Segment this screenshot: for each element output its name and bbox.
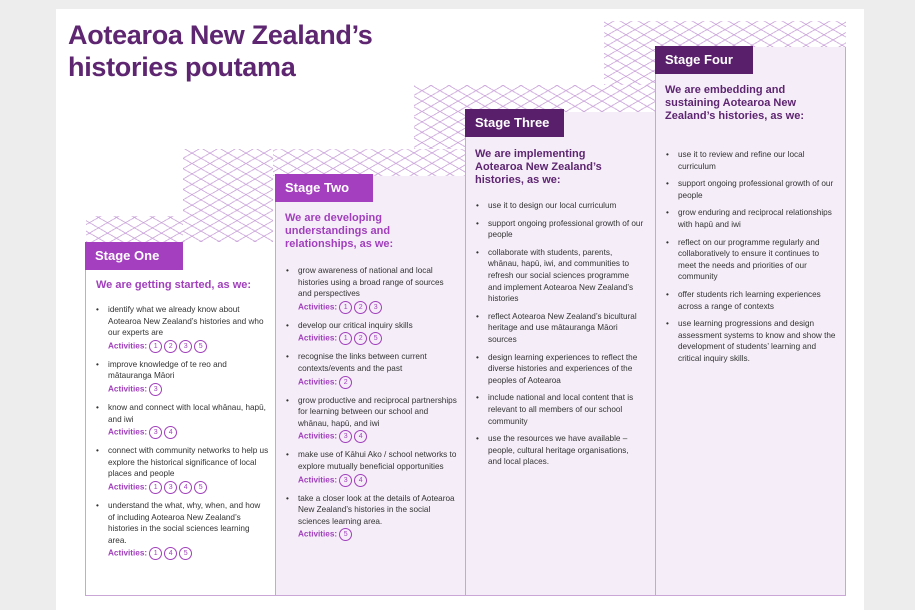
activity-number-badge: 2 <box>164 340 177 353</box>
page-title <box>68 19 373 83</box>
activities-row <box>108 547 269 560</box>
activities-row <box>298 301 459 314</box>
list-item-text: • grow productive and reciprocal partnerships for learning between our school and whānau, hapū, and iwi <box>298 395 457 428</box>
stage-two-list <box>284 265 459 547</box>
stage-one-label: Stage One <box>85 242 183 270</box>
list-item <box>664 237 839 283</box>
list-item <box>664 318 839 364</box>
activities-row <box>298 528 459 541</box>
stage-three-list <box>474 200 644 474</box>
list-item-text: • know and connect with local whānau, hapū, and iwi <box>108 402 266 424</box>
activity-number-badge: 4 <box>164 426 177 439</box>
list-item-text: • support ongoing professional growth of our people <box>678 179 834 200</box>
list-item <box>94 445 269 494</box>
activity-number-badge: 3 <box>339 474 352 487</box>
activity-number-badge: 2 <box>354 301 367 314</box>
activities-row <box>298 430 459 443</box>
stage-three-label: Stage Three <box>465 109 564 137</box>
list-item <box>474 218 644 241</box>
activity-number-badge: 5 <box>179 547 192 560</box>
list-item <box>474 200 644 212</box>
poutama-pattern-step-1 <box>86 216 183 242</box>
list-item-text: • connect with community networks to help us explore the historical significance of local places and people <box>108 446 269 479</box>
stage-two-label: Stage Two <box>275 174 373 202</box>
list-item-text: • collaborate with students, parents, whānau, hapū, iwi, and communities to refresh our social sciences programme and implement Aotearoa New Zealand’s histories <box>488 247 634 304</box>
activity-number-badge: 3 <box>149 383 162 396</box>
activities-label: Activities: <box>108 384 148 394</box>
poutama-pattern-step-3 <box>273 149 465 176</box>
list-item <box>664 289 839 312</box>
title-line-2: histories poutama <box>68 52 296 82</box>
activity-number-badge: 1 <box>339 332 352 345</box>
list-item <box>284 449 459 486</box>
activity-number-badge: 3 <box>149 426 162 439</box>
activity-number-badge: 3 <box>164 481 177 494</box>
list-item <box>94 359 269 396</box>
stage-four-label: Stage Four <box>655 46 753 74</box>
list-item <box>664 178 839 201</box>
list-item-text: • identify what we already know about Aotearoa New Zealand’s histories and who our experts are <box>108 305 264 338</box>
list-item-text: • use it to design our local curriculum <box>488 201 617 210</box>
list-item-text: • take a closer look at the details of Aotearoa New Zealand’s histories in the social sciences learning area. <box>298 493 455 526</box>
list-item <box>474 433 644 468</box>
list-item-text: • improve knowledge of te reo and mātauranga Māori <box>108 359 227 381</box>
activity-number-badge: 4 <box>164 547 177 560</box>
stage-two-intro: We are developing understandings and relationships, as we: <box>285 212 394 250</box>
stage-one-intro: We are getting started, as we: <box>96 279 252 291</box>
activity-number-badge: 2 <box>339 376 352 389</box>
title-line-1: Aotearoa New Zealand’s <box>68 20 373 50</box>
list-item-text: • grow enduring and reciprocal relationships with hapū and iwi <box>678 208 832 229</box>
activity-number-badge: 3 <box>179 340 192 353</box>
activities-row <box>298 474 459 487</box>
activities-label: Activities: <box>298 377 338 387</box>
list-item-text: • reflect on our programme regularly and collaboratively to ensure it continues to meet the needs and priorities of our community <box>678 237 820 282</box>
list-item <box>474 311 644 346</box>
activities-row <box>108 383 269 396</box>
activities-label: Activities: <box>108 548 148 558</box>
activity-number-badge: 4 <box>179 481 192 494</box>
activity-number-badge: 3 <box>369 301 382 314</box>
activities-row <box>108 481 269 494</box>
list-item-text: • offer students rich learning experiences across a range of contexts <box>678 289 821 311</box>
list-item-text: • understand the what, why, when, and how of including Aotearoa New Zealand’s histories in the social sciences learning area. <box>108 500 261 545</box>
list-item <box>284 493 459 542</box>
activity-number-badge: 1 <box>149 340 162 353</box>
activities-label: Activities: <box>298 432 338 442</box>
list-item-text: • grow awareness of national and local histories using a broad range of sources and perspectives <box>298 266 444 299</box>
activity-number-badge: 5 <box>194 340 207 353</box>
activity-number-badge: 5 <box>369 332 382 345</box>
activities-label: Activities: <box>298 475 338 485</box>
activities-row <box>298 376 459 389</box>
activity-number-badge: 5 <box>194 481 207 494</box>
list-item <box>474 247 644 305</box>
list-item-text: • reflect Aotearoa New Zealand’s bicultural heritage and use mātauranga Māori sources <box>488 311 637 344</box>
list-item <box>284 351 459 388</box>
list-item <box>474 392 644 427</box>
activity-number-badge: 5 <box>339 528 352 541</box>
list-item <box>474 352 644 387</box>
activity-number-badge: 2 <box>354 332 367 345</box>
stage-three-intro: We are implementing Aotearoa New Zealand’s histories, as we: <box>475 148 602 186</box>
list-item <box>284 395 459 444</box>
activity-number-badge: 1 <box>149 547 162 560</box>
list-item <box>94 500 269 560</box>
list-item-text: • include national and local content that is relevant to all members of our school community <box>488 393 634 426</box>
activities-label: Activities: <box>108 341 148 351</box>
activities-label: Activities: <box>298 334 338 344</box>
activities-label: Activities: <box>108 482 148 492</box>
list-item <box>664 207 839 230</box>
document-page <box>56 9 864 610</box>
activity-number-badge: 4 <box>354 474 367 487</box>
list-item <box>664 149 839 172</box>
list-item-text: • develop our critical inquiry skills <box>298 320 413 330</box>
list-item-text: • make use of Kāhui Ako / school networks to explore mutually beneficial opportunities <box>298 450 457 471</box>
poutama-pattern-step-2 <box>183 149 273 242</box>
activities-row <box>298 332 459 345</box>
activities-row <box>108 340 269 353</box>
activity-number-badge: 3 <box>339 430 352 443</box>
list-item-text: • use it to review and refine our local curriculum <box>678 150 805 171</box>
activities-label: Activities: <box>298 302 338 312</box>
stage-one-list <box>94 304 269 566</box>
list-item-text: • recognise the links between current contexts/events and the past <box>298 352 427 373</box>
activity-number-badge: 1 <box>149 481 162 494</box>
list-item <box>94 304 269 353</box>
list-item-text: • design learning experiences to reflect the diverse histories and experiences of the peoples of Aotearoa <box>488 352 638 385</box>
activity-number-badge: 4 <box>354 430 367 443</box>
list-item <box>284 265 459 314</box>
list-item-text: • support ongoing professional growth of our people <box>488 218 644 240</box>
list-item <box>284 320 459 346</box>
stage-four-intro: We are embedding and sustaining Aotearoa New Zealand’s histories, as we: <box>665 84 804 122</box>
activities-label: Activities: <box>298 529 338 539</box>
list-item-text: • use learning progressions and design assessment systems to know and show the development of students’ learning and critical inquiry skills. <box>678 319 836 363</box>
stage-four-list <box>664 149 839 371</box>
list-item <box>94 402 269 439</box>
list-item-text: • use the resources we have available – people, cultural heritage organisations, and local places. <box>488 434 629 467</box>
activities-label: Activities: <box>108 427 148 437</box>
activity-number-badge: 1 <box>339 301 352 314</box>
activities-row <box>108 426 269 439</box>
